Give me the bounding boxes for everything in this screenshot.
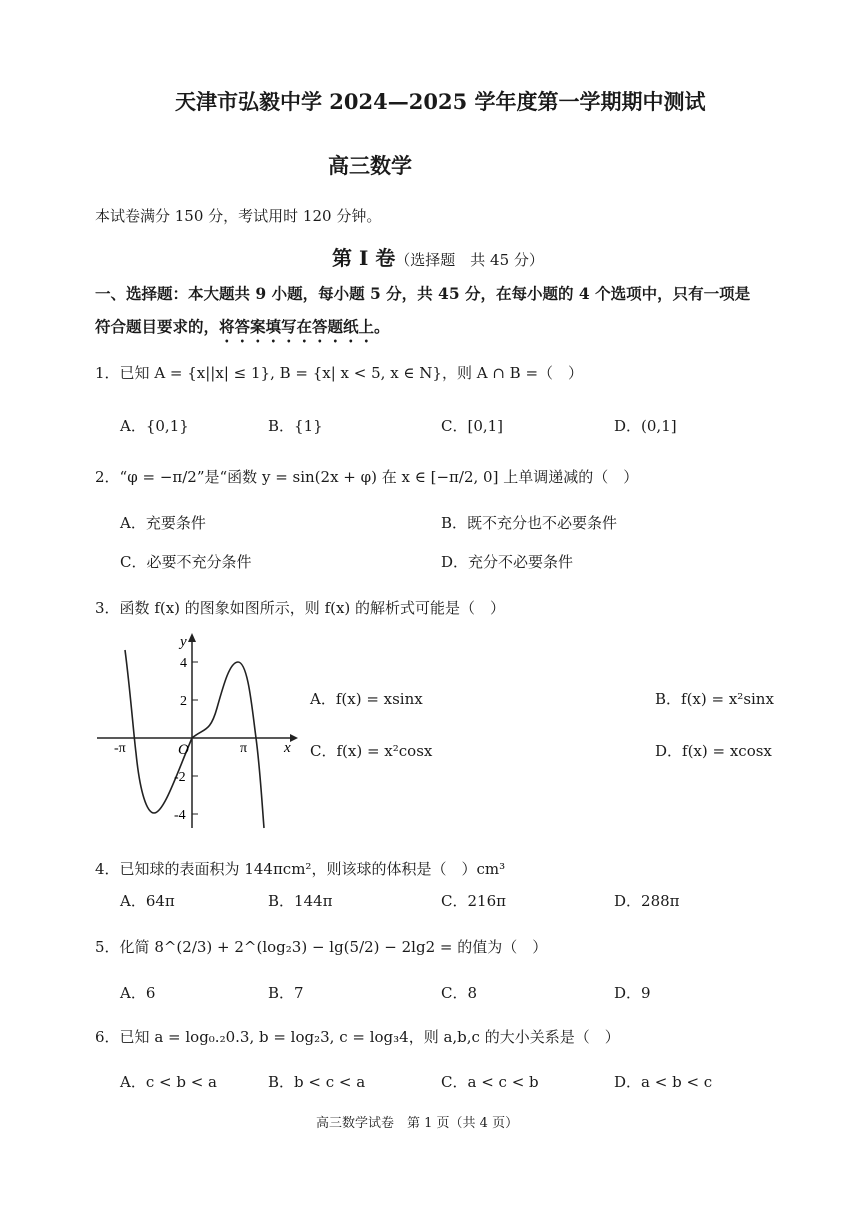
- option-c: C．8: [441, 984, 478, 1002]
- instruction-emphasis: 将答案填写在答题纸上。: [219, 317, 390, 336]
- option-c: C．a < c < b: [441, 1073, 539, 1091]
- question-2: [95, 466, 638, 487]
- x-axis-arrow: [290, 734, 298, 742]
- option-b: B．7: [268, 984, 304, 1002]
- page-title: 天津市弘毅中学 2024—2025 学年度第一学期期中测试: [175, 89, 706, 114]
- option-c: C．必要不充分条件: [120, 553, 252, 571]
- question-3: [95, 597, 505, 618]
- question-1: [95, 362, 583, 383]
- option-b: B．{1}: [268, 417, 323, 435]
- option-b: B．b < c < a: [268, 1073, 366, 1091]
- neg-pi-label: -π: [114, 741, 126, 756]
- option-d: D．a < b < c: [614, 1073, 713, 1091]
- y2-label: 2: [180, 694, 187, 709]
- subject-title: 高三数学: [328, 153, 412, 178]
- function-curve: [125, 650, 264, 828]
- question-stem: “φ = −π/2”是“函数 y = sin(2x + φ) 在 x ∈ [−π/2, 0] 上单调递减的（ ）: [119, 468, 639, 486]
- pi-label: π: [240, 741, 248, 756]
- question-number: 1．: [95, 364, 120, 382]
- option-a: A．充要条件: [120, 514, 206, 532]
- function-graph: [92, 628, 302, 833]
- option-d: D．9: [614, 984, 651, 1002]
- question-stem: 已知 a = log₀.₂0.3, b = log₂3, c = log₃4，则 a,b,c 的大小关系是（ ）: [119, 1028, 620, 1046]
- section-note: （选择题 共 45 分）: [395, 251, 544, 269]
- option-d: D．288π: [614, 892, 680, 910]
- option-b: B．144π: [268, 892, 333, 910]
- option-a: A．f(x) = xsinx: [310, 690, 423, 708]
- option-c: C．[0,1]: [441, 417, 504, 435]
- instruction-line-2: [95, 315, 390, 346]
- option-c: C．216π: [441, 892, 506, 910]
- question-stem: 已知 A = {x||x| ≤ 1}, B = {x| x < 5, x ∈ N}，则 A ∩ B =（ ）: [119, 364, 584, 382]
- question-4: [95, 858, 505, 879]
- question-number: 5．: [95, 938, 120, 956]
- question-5: [95, 936, 547, 957]
- option-d: D．充分不必要条件: [441, 553, 574, 571]
- exam-info: 本试卷满分 150 分，考试用时 120 分钟。: [95, 207, 382, 225]
- x-axis-label: x: [284, 740, 291, 756]
- yn4-label: -4: [174, 808, 186, 823]
- option-b: B．既不充分也不必要条件: [441, 514, 618, 532]
- origin-label: O: [178, 742, 189, 758]
- section-title: 第 I 卷: [332, 246, 396, 270]
- section-heading: [332, 242, 544, 271]
- option-d: D．f(x) = xcosx: [655, 742, 772, 760]
- option-a: A．6: [120, 984, 156, 1002]
- question-number: 6．: [95, 1028, 120, 1046]
- yn2-label: -2: [174, 770, 186, 785]
- instruction-text: 符合题目要求的，: [95, 317, 220, 336]
- option-b: B．f(x) = x²sinx: [655, 690, 774, 708]
- question-number: 4．: [95, 860, 120, 878]
- instruction-line-1: 一、选择题：本大题共 9 小题，每小题 5 分，共 45 分，在每小题的 4 个选项中，只有一项是: [95, 284, 751, 303]
- option-a: A．{0,1}: [120, 417, 189, 435]
- y-axis-label: y: [180, 634, 187, 650]
- y-axis-arrow: [188, 633, 196, 642]
- option-a: A．c < b < a: [120, 1073, 217, 1091]
- question-stem: 化简 8^(2/3) + 2^(log₂3) − lg(5/2) − 2lg2 = 的值为（ ）: [119, 938, 548, 956]
- option-d: D．(0,1]: [614, 417, 677, 435]
- question-number: 2．: [95, 468, 120, 486]
- question-6: [95, 1026, 620, 1047]
- question-stem: 函数 f(x) 的图象如图所示，则 f(x) 的解析式可能是（ ）: [119, 599, 506, 617]
- y4-label: 4: [180, 656, 187, 671]
- question-number: 3．: [95, 599, 120, 617]
- page-footer: 高三数学试卷 第 1 页（共 4 页）: [316, 1116, 519, 1131]
- option-c: C．f(x) = x²cosx: [310, 742, 433, 760]
- option-a: A．64π: [120, 892, 175, 910]
- question-stem: 已知球的表面积为 144πcm²，则该球的体积是（ ）cm³: [119, 860, 506, 878]
